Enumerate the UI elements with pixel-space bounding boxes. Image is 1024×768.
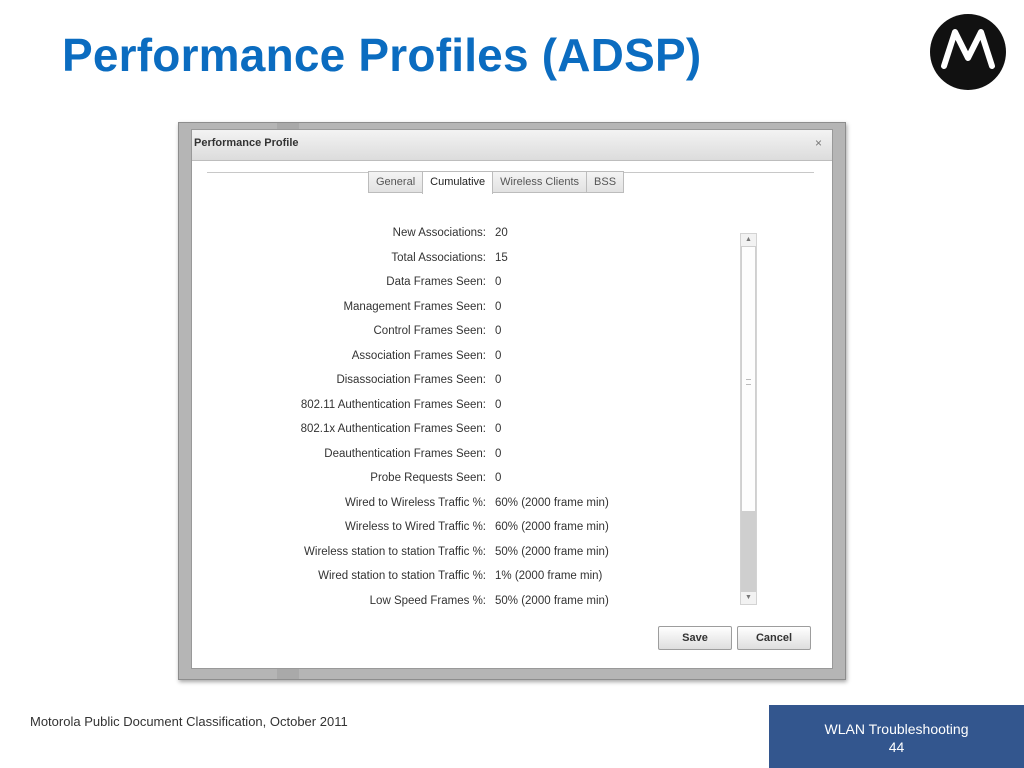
stat-value: 60% (2000 frame min) bbox=[495, 521, 609, 533]
stat-value: 0 bbox=[495, 398, 502, 411]
stat-value: 0 bbox=[495, 349, 502, 362]
stat-label: Association Frames Seen: bbox=[351, 349, 486, 362]
stat-row bbox=[192, 470, 832, 490]
stat-row bbox=[192, 495, 832, 515]
stat-value: 0 bbox=[495, 374, 502, 386]
stat-value: 15 bbox=[495, 251, 508, 264]
stat-row bbox=[192, 250, 832, 270]
scrollbar-thumb[interactable] bbox=[741, 246, 756, 512]
screenshot-frame bbox=[178, 122, 846, 680]
arrow-down-icon[interactable]: ▼ bbox=[745, 594, 752, 601]
stat-row bbox=[192, 544, 832, 564]
vertical-scrollbar[interactable] bbox=[740, 233, 757, 605]
tab-bss[interactable]: BSS bbox=[586, 171, 624, 193]
stat-row bbox=[192, 299, 832, 319]
tab-wireless-clients[interactable]: Wireless Clients bbox=[492, 171, 587, 193]
page-number: 44 bbox=[888, 739, 905, 755]
stat-value: 0 bbox=[495, 472, 502, 484]
stat-row bbox=[192, 274, 832, 294]
stat-value: 20 bbox=[495, 227, 508, 239]
stat-label: Total Associations: bbox=[391, 251, 486, 264]
arrow-up-icon[interactable]: ▲ bbox=[745, 236, 752, 243]
stat-label: Wireless to Wired Traffic %: bbox=[344, 521, 486, 533]
stat-label: Low Speed Frames %: bbox=[369, 594, 486, 607]
stat-label: 802.1x Authentication Frames Seen: bbox=[300, 423, 486, 435]
stat-row bbox=[192, 446, 832, 466]
stat-row bbox=[192, 372, 832, 392]
stat-row bbox=[192, 568, 832, 588]
close-icon[interactable]: × bbox=[814, 136, 822, 150]
stat-row bbox=[192, 323, 832, 343]
dialog-title: Performance Profile bbox=[194, 137, 299, 149]
stat-label: Control Frames Seen: bbox=[373, 325, 486, 337]
tab-bar bbox=[368, 171, 623, 193]
stat-row bbox=[192, 593, 832, 613]
stat-label: Disassociation Frames Seen: bbox=[336, 374, 486, 386]
stat-row bbox=[192, 225, 832, 245]
tab-cumulative[interactable]: Cumulative bbox=[422, 171, 493, 194]
stat-label: Wired to Wireless Traffic %: bbox=[344, 496, 486, 509]
stat-label: Data Frames Seen: bbox=[386, 276, 486, 288]
footer-title: WLAN Troubleshooting bbox=[824, 721, 969, 737]
save-button[interactable]: Save bbox=[658, 626, 732, 650]
stat-value: 0 bbox=[495, 325, 502, 337]
stat-value: 50% (2000 frame min) bbox=[495, 545, 609, 558]
stat-value: 0 bbox=[495, 300, 502, 313]
stat-value: 0 bbox=[495, 423, 502, 435]
slide-title: Performance Profiles (ADSP) bbox=[62, 29, 702, 81]
stat-label: 802.11 Authentication Frames Seen: bbox=[300, 398, 486, 411]
scrollbar-track-remainder[interactable] bbox=[741, 512, 756, 592]
stat-row bbox=[192, 519, 832, 539]
stat-value: 0 bbox=[495, 447, 502, 460]
stat-label: Wireless station to station Traffic %: bbox=[304, 545, 486, 558]
grip-icon bbox=[746, 379, 751, 385]
footer-classification: Motorola Public Document Classification, October 2011 bbox=[30, 714, 348, 729]
stat-row bbox=[192, 348, 832, 368]
stat-label: Management Frames Seen: bbox=[343, 300, 486, 313]
stat-row bbox=[192, 397, 832, 417]
tab-general[interactable]: General bbox=[368, 171, 423, 193]
stat-value: 1% (2000 frame min) bbox=[495, 570, 603, 582]
stat-value: 60% (2000 frame min) bbox=[495, 496, 609, 509]
stat-label: Deauthentication Frames Seen: bbox=[324, 447, 486, 460]
footer-box bbox=[769, 705, 1024, 768]
motorola-logo-icon bbox=[930, 14, 1006, 90]
stat-value: 0 bbox=[495, 276, 502, 288]
stat-value: 50% (2000 frame min) bbox=[495, 594, 609, 607]
scrollbar-track[interactable] bbox=[741, 246, 756, 592]
performance-profile-dialog bbox=[191, 129, 833, 669]
dialog-titlebar bbox=[192, 130, 832, 161]
stat-row bbox=[192, 421, 832, 441]
stat-label: Wired station to station Traffic %: bbox=[318, 570, 486, 582]
cancel-button[interactable]: Cancel bbox=[737, 626, 811, 650]
stat-label: Probe Requests Seen: bbox=[370, 472, 486, 484]
stat-label: New Associations: bbox=[392, 227, 486, 239]
